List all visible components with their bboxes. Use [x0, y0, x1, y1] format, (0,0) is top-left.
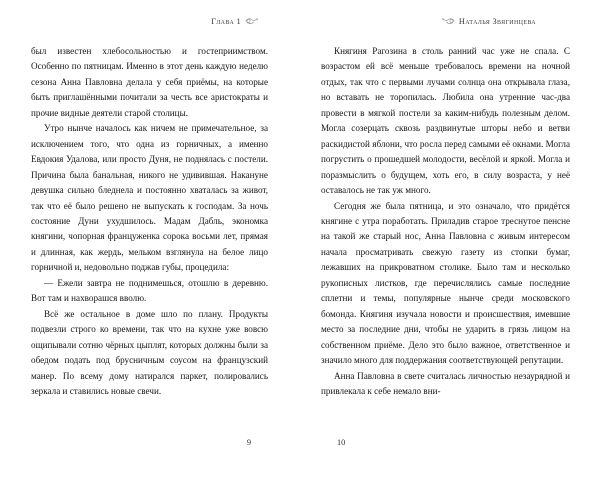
right-page-running-head-label: Наталья Звягинцева: [458, 17, 536, 26]
paragraph: Всё же остальное в доме шло по плану. Продукты подвезли строго ко времени, так что на кухне уже вовсю ощипывали сотню чёрных цыплят, которых должны были за обедом подать под брусничным соусом на французский манер. По всему дому натирался паркет, полировались зеркала и ставились новые свечи.: [31, 308, 268, 396]
right-page-body-text: [321, 44, 570, 399]
paragraph: Княгиня Рагозина в столь ранний час уже не спала. С возрастом ей всё меньше требовалось времени на ночной отдых, так что с первыми лучами солнца она открывала глаза, но вставать не торопилась. Любила она утренние час-два провести в мягкой постели за каким-нибудь полезным делом. Могла созерцать сквозь раздвинутые шторы небо и ветви раскидистой яблони, что росла перед самыми её окнами. Могла погрустить о прошедшей молодости, весёлой и яркой. Могла и поразмыслить о будущем, хоть его, в силу возраста, у неё оставалось не так уж много.: [321, 46, 570, 196]
swirl-ornament-icon: [244, 16, 259, 26]
left-page-body-text: [31, 44, 268, 399]
right-page: [299, 0, 600, 485]
paragraph: Утро нынче началось как ничем не примечательное, за исключением того, что одна из горничных, а именно Евдокия Удалова, или просто Дуня, не поднялась с постели. Причина была банальная, никого не удивившая. Накануне девушка сильно бледнела и постоянно хваталась за живот, так что её было решено не выпускать к господам. За ночь состояние Дуни ухудшилось. Мадам Дабль, экономка княгини, чопорная француженка сорока восьми лет, прямая и длинная, как жердь, мельком взглянула на белое лицо горничной и, недовольно поджав губы, процедила:: [31, 123, 268, 273]
left-page-running-head-label: Глава 1: [211, 17, 241, 26]
paragraph: был известен хлебосольностью и гостеприимством. Особенно по пятницам. Именно в этот день каждую неделю сезона Анна Павловна делала у себя приёмы, на которые быть приглашёнными почитали за честь все аристократы и прочие видные деятели старой столицы.: [31, 46, 268, 118]
paragraph: Сегодня же была пятница, и это означало, что придётся княгине с утра поработать. Приладив старое треснутое пенсне на такой же старый нос, Анна Павловна с живым интересом начала просматривать свежую газету из стопки бумаг, лежавших на прикроватном столике. Было там и несколько рукописных листков, где перечислялись самые последние сплетни и темы, популярные нынче среди московского бомонда. Княгиня изучала новости и происшествия, имевшие место за последние дни, чтобы не ударить в грязь лицом на собственном приёме. Дело это было важное, ответственное и значило много для поддержания соответствующей репутации.: [321, 200, 570, 366]
swirl-ornament-icon: [441, 16, 456, 26]
paragraph: — Ежели завтра не поднимешься, отошлю в деревню. Вот там и нахворашся вволю.: [31, 277, 268, 304]
paragraph: Анна Павловна в свете считалась личностью незаурядной и привлекала к себе немало вни-: [321, 370, 570, 396]
left-page-number: 9: [246, 438, 251, 447]
right-page-number: 10: [337, 438, 346, 447]
left-page: [0, 0, 299, 485]
right-page-running-head: [321, 0, 570, 26]
left-page-running-head: [31, 0, 268, 26]
